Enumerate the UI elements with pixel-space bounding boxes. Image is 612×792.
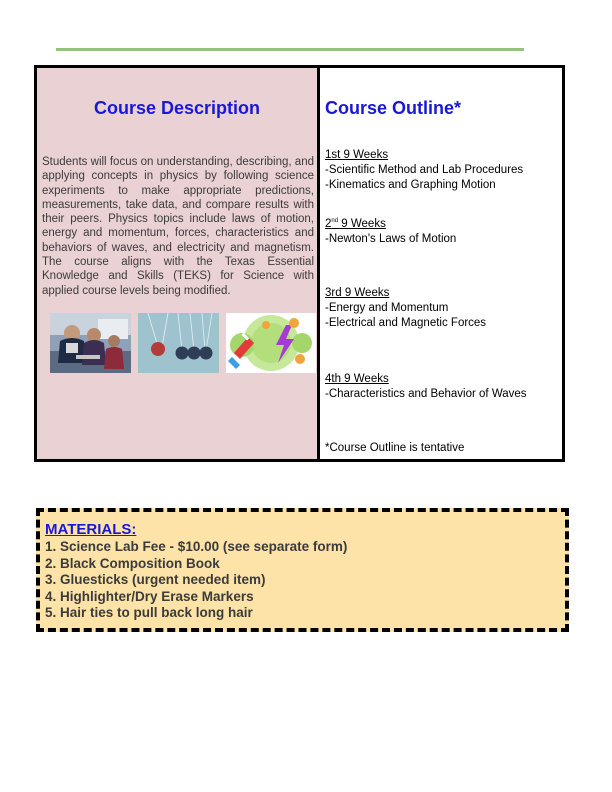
heading-rest: 9 Weeks [338, 218, 386, 230]
outline-item: -Kinematics and Graphing Motion [325, 179, 496, 191]
course-outline-cell [320, 68, 562, 459]
outline-item: -Electrical and Magnetic Forces [325, 317, 487, 329]
electricity-magnetism-illustration [226, 313, 316, 373]
outline-item: -Scientific Method and Lab Procedures [325, 164, 524, 176]
outline-item: -Characteristics and Behavior of Waves [325, 388, 527, 400]
course-images [50, 313, 316, 373]
outline-tentative-note: *Course Outline is tentative [325, 442, 465, 454]
materials-box [36, 508, 569, 632]
course-info-table [34, 65, 565, 462]
heading-ordinal-suffix: nd [331, 218, 339, 225]
outline-section-1 [325, 148, 523, 193]
outline-section-4-heading: 4th 9 Weeks [325, 373, 389, 385]
outline-section-3-heading: 3rd 9 Weeks [325, 287, 390, 299]
course-description-title: Course Description [93, 98, 261, 118]
materials-item: 4. Highlighter/Dry Erase Markers [45, 588, 254, 604]
top-divider-line [56, 48, 524, 51]
newtons-cradle-photo [138, 313, 219, 373]
heading-number: 2 [325, 218, 332, 230]
materials-title: MATERIALS: [45, 521, 137, 538]
course-outline-title: Course Outline* [325, 98, 462, 118]
outline-section-2-heading [325, 217, 456, 232]
course-description-cell [37, 68, 320, 459]
outline-section-1-heading: 1st 9 Weeks [325, 149, 389, 161]
materials-item: 3. Gluesticks (urgent needed item) [45, 572, 266, 588]
students-lab-photo [50, 313, 131, 373]
outline-section-4 [325, 372, 527, 402]
materials-item: 1. Science Lab Fee - $10.00 (see separate form) [45, 539, 348, 554]
outline-section-3 [325, 286, 486, 331]
materials-item: 5. Hair ties to pull back long hair [45, 605, 253, 621]
materials-item: 2. Black Composition Book [45, 555, 220, 571]
outline-item: -Energy and Momentum [325, 302, 449, 314]
outline-item: -Newton's Laws of Motion [325, 233, 457, 245]
outline-section-2 [325, 217, 456, 247]
course-description-text: Students will focus on understanding, describing, and applying concepts in physics by following science experiments to make appropriate predictions, measurements, take data, and compare results with their peers. Physics topics include laws of motion, energy and momentum, forces, characteristics and behaviors of waves, and electricity and magnetism. The course aligns with the Texas Essential Knowledge and Skills (TEKS) for Science with applied course levels being modified. [42, 156, 314, 297]
